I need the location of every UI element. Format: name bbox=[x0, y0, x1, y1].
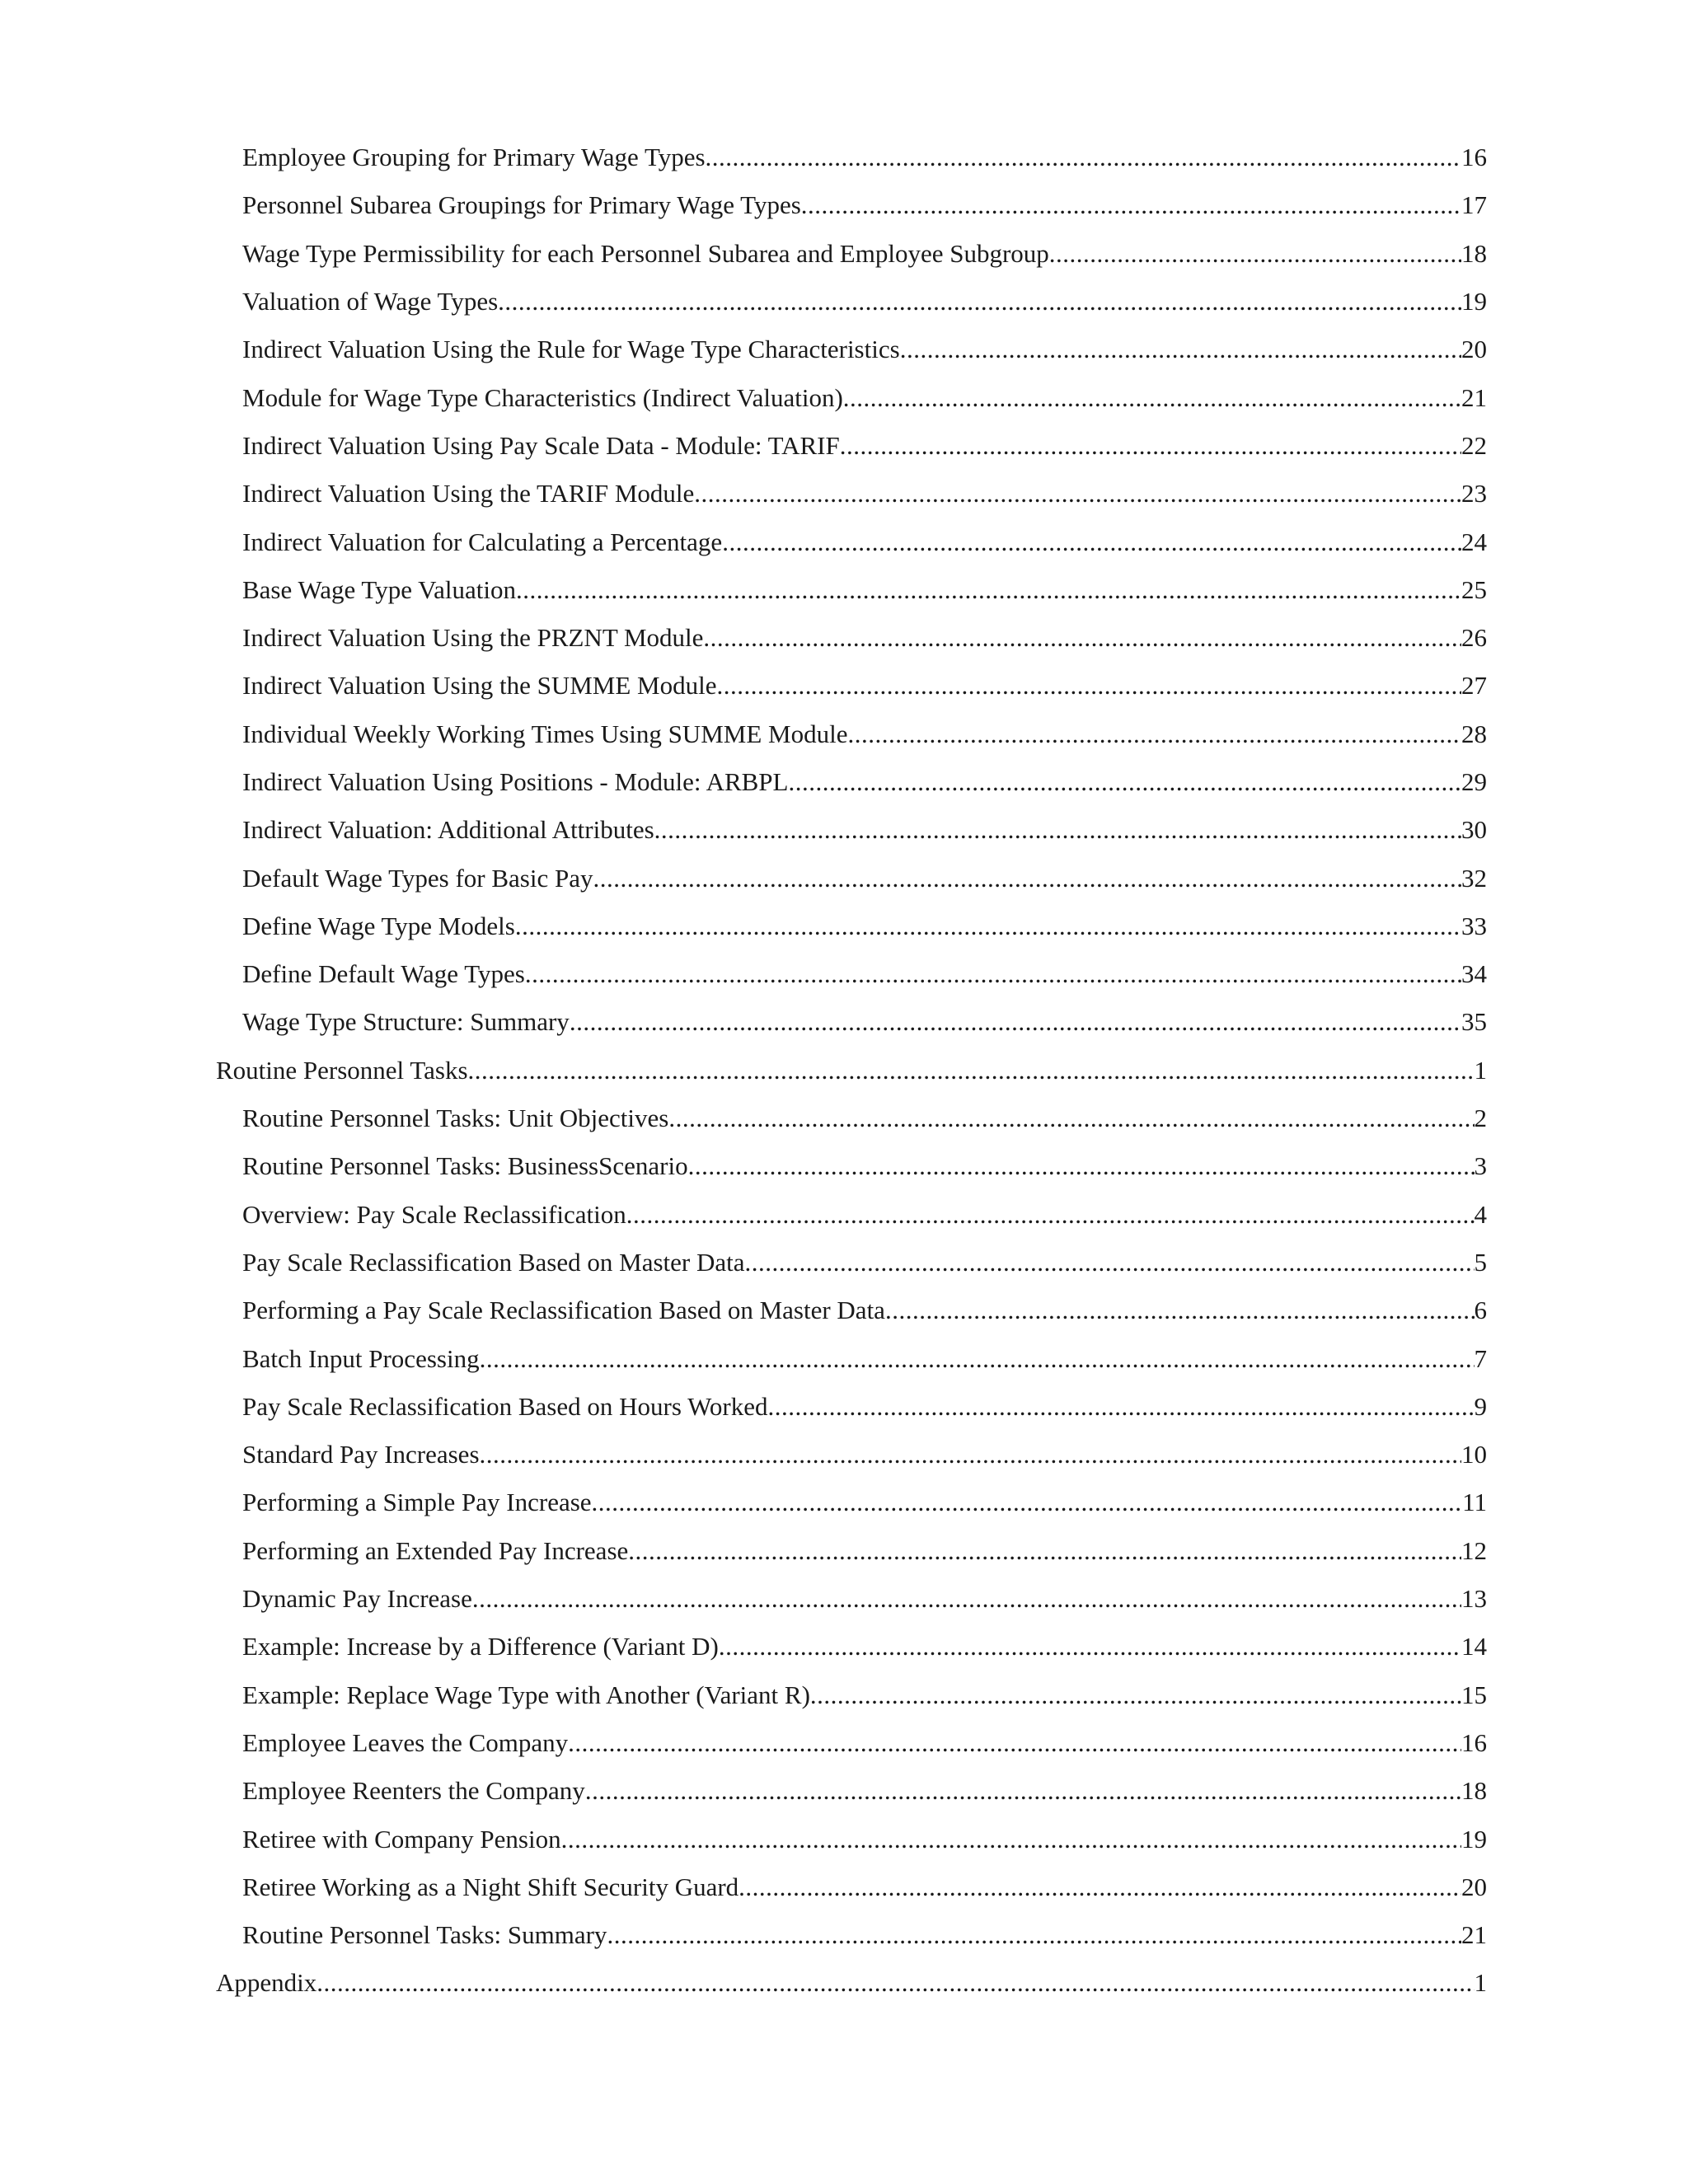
toc-entry-line bbox=[242, 1102, 1487, 1135]
toc-entry-title: Performing an Extended Pay Increase bbox=[242, 1535, 629, 1565]
toc-entry-line bbox=[242, 333, 1487, 366]
dot-leader bbox=[843, 382, 1461, 415]
toc-section-entry[interactable] bbox=[0, 1863, 1688, 1911]
toc-entry-page-number: 23 bbox=[1461, 479, 1487, 509]
toc-entry-title: Indirect Valuation for Calculating a Percentage bbox=[242, 527, 723, 556]
toc-entry-page-number: 25 bbox=[1461, 574, 1487, 604]
toc-entry-page-number: 21 bbox=[1461, 1920, 1487, 1950]
toc-entry-title: Define Default Wage Types bbox=[242, 959, 525, 989]
dot-leader bbox=[668, 1102, 1474, 1135]
toc-entry-line bbox=[242, 1246, 1487, 1279]
toc-section-entry[interactable] bbox=[0, 662, 1688, 710]
toc-chapter-entry[interactable] bbox=[0, 1959, 1688, 2007]
dot-leader bbox=[801, 189, 1461, 222]
toc-entry-title: Overview: Pay Scale Reclassification bbox=[242, 1199, 626, 1229]
toc-entry-page-number: 7 bbox=[1474, 1343, 1487, 1373]
toc-entry-page-number: 27 bbox=[1461, 671, 1487, 701]
dot-leader bbox=[472, 1582, 1461, 1615]
toc-entry-title: Indirect Valuation Using the TARIF Module bbox=[242, 479, 695, 509]
toc-entry-page-number: 22 bbox=[1461, 430, 1487, 460]
toc-entry-line bbox=[242, 1871, 1487, 1904]
toc-section-entry[interactable] bbox=[0, 614, 1688, 662]
toc-entry-page-number: 18 bbox=[1461, 1776, 1487, 1806]
toc-entry-title: Batch Input Processing bbox=[242, 1343, 480, 1373]
toc-entry-title: Routine Personnel Tasks bbox=[216, 1055, 468, 1085]
toc-entry-title: Routine Personnel Tasks: Unit Objectives bbox=[242, 1104, 669, 1133]
dot-leader bbox=[719, 1630, 1461, 1663]
toc-section-entry[interactable] bbox=[0, 1094, 1688, 1142]
toc-entry-page-number: 10 bbox=[1461, 1440, 1487, 1469]
toc-entry-line bbox=[216, 1054, 1487, 1087]
toc-section-entry[interactable] bbox=[0, 1815, 1688, 1863]
toc-entry-page-number: 1 bbox=[1474, 1055, 1487, 1085]
toc-section-entry[interactable] bbox=[0, 1671, 1688, 1719]
toc-entry-page-number: 20 bbox=[1461, 1872, 1487, 1901]
toc-entry-page-number: 16 bbox=[1461, 143, 1487, 172]
toc-section-entry[interactable] bbox=[0, 902, 1688, 950]
toc-entry-page-number: 19 bbox=[1461, 1824, 1487, 1854]
toc-section-entry[interactable] bbox=[0, 1431, 1688, 1479]
dot-leader bbox=[840, 429, 1461, 462]
dot-leader bbox=[525, 958, 1461, 991]
toc-entry-line bbox=[242, 382, 1487, 415]
toc-entry-title: Dynamic Pay Increase bbox=[242, 1584, 472, 1614]
toc-entry-page-number: 30 bbox=[1461, 815, 1487, 845]
dot-leader bbox=[568, 1727, 1461, 1760]
dot-leader bbox=[561, 1823, 1461, 1856]
toc-section-entry[interactable] bbox=[0, 1527, 1688, 1575]
dot-leader bbox=[592, 1486, 1463, 1519]
toc-entry-title: Wage Type Structure: Summary bbox=[242, 1007, 570, 1037]
toc-section-entry[interactable] bbox=[0, 710, 1688, 758]
dot-leader bbox=[628, 1535, 1461, 1568]
toc-entry-title: Wage Type Permissibility for each Personnel Subarea and Employee Subgroup bbox=[242, 238, 1049, 268]
dot-leader bbox=[654, 813, 1461, 846]
toc-entry-page-number: 32 bbox=[1461, 863, 1487, 893]
toc-entry-page-number: 33 bbox=[1461, 911, 1487, 940]
toc-entry-page-number: 1 bbox=[1474, 1968, 1487, 1998]
toc-section-entry[interactable] bbox=[0, 806, 1688, 854]
toc-section-entry[interactable] bbox=[0, 230, 1688, 278]
toc-entry-line bbox=[242, 1343, 1487, 1376]
toc-section-entry[interactable] bbox=[0, 518, 1688, 565]
toc-entry-line bbox=[242, 574, 1487, 607]
toc-entry-title: Personnel Subarea Groupings for Primary Wage Types bbox=[242, 190, 801, 220]
toc-section-entry[interactable] bbox=[0, 470, 1688, 518]
toc-entry-line bbox=[242, 526, 1487, 559]
toc-entry-title: Valuation of Wage Types bbox=[242, 287, 499, 316]
dot-leader bbox=[570, 1005, 1461, 1038]
toc-entry-title: Employee Grouping for Primary Wage Types bbox=[242, 143, 706, 172]
toc-entry-page-number: 6 bbox=[1474, 1296, 1487, 1325]
dot-leader bbox=[585, 1774, 1461, 1807]
toc-entry-title: Appendix bbox=[216, 1968, 317, 1998]
dot-leader bbox=[789, 766, 1462, 799]
toc-entry-title: Employee Leaves the Company bbox=[242, 1727, 569, 1757]
toc-entry-page-number: 9 bbox=[1474, 1391, 1487, 1421]
toc-entry-title: Indirect Valuation Using the Rule for Wage Type Characteristics bbox=[242, 335, 900, 364]
toc-section-entry[interactable] bbox=[0, 1286, 1688, 1334]
toc-entry-line bbox=[242, 1198, 1487, 1231]
dot-leader bbox=[516, 574, 1461, 607]
toc-entry-title: Indirect Valuation Using Pay Scale Data - Module: TARIF bbox=[242, 430, 840, 460]
dot-leader bbox=[593, 862, 1462, 895]
toc-section-entry[interactable] bbox=[0, 1479, 1688, 1526]
toc-entry-line bbox=[242, 1823, 1487, 1856]
dot-leader bbox=[885, 1294, 1475, 1327]
toc-entry-title: Example: Increase by a Difference (Variant D) bbox=[242, 1632, 719, 1661]
toc-section-entry[interactable] bbox=[0, 566, 1688, 614]
toc-section-entry[interactable] bbox=[0, 1191, 1688, 1239]
dot-leader bbox=[738, 1871, 1461, 1904]
toc-entry-title: Standard Pay Increases bbox=[242, 1440, 480, 1469]
toc-entry-line bbox=[242, 958, 1487, 991]
toc-entry-line bbox=[242, 621, 1487, 654]
toc-entry-line bbox=[242, 1774, 1487, 1807]
toc-section-entry[interactable] bbox=[0, 134, 1688, 181]
toc-entry-title: Individual Weekly Working Times Using SUMME Module bbox=[242, 719, 848, 748]
toc-entry-page-number: 18 bbox=[1461, 238, 1487, 268]
toc-entry-page-number: 29 bbox=[1461, 767, 1487, 796]
toc-section-entry[interactable] bbox=[0, 1719, 1688, 1767]
dot-leader bbox=[607, 1919, 1461, 1952]
dot-leader bbox=[716, 669, 1461, 702]
toc-entry-line bbox=[242, 237, 1487, 270]
toc-entry-title: Define Wage Type Models bbox=[242, 911, 515, 940]
toc-section-entry[interactable] bbox=[0, 758, 1688, 806]
dot-leader bbox=[744, 1246, 1474, 1279]
toc-entry-line bbox=[242, 669, 1487, 702]
toc-entry-line bbox=[242, 1438, 1487, 1471]
toc-entry-line bbox=[242, 477, 1487, 510]
toc-entry-title: Performing a Simple Pay Increase bbox=[242, 1488, 592, 1517]
toc-entry-line bbox=[242, 1535, 1487, 1568]
toc-section-entry[interactable] bbox=[0, 950, 1688, 998]
dot-leader bbox=[1049, 237, 1461, 270]
dot-leader bbox=[706, 141, 1461, 174]
toc-entry-title: Pay Scale Reclassification Based on Hours Worked bbox=[242, 1391, 768, 1421]
toc-entry-page-number: 4 bbox=[1474, 1199, 1487, 1229]
dot-leader bbox=[498, 285, 1461, 318]
dot-leader bbox=[688, 1150, 1475, 1183]
toc-entry-title: Indirect Valuation Using the SUMME Module bbox=[242, 671, 717, 701]
toc-entry-line bbox=[242, 1150, 1487, 1183]
toc-entry-title: Example: Replace Wage Type with Another (Variant R) bbox=[242, 1680, 810, 1709]
toc-entry-page-number: 11 bbox=[1462, 1488, 1487, 1517]
toc-entry-line bbox=[242, 285, 1487, 318]
toc-section-entry[interactable] bbox=[0, 1767, 1688, 1815]
toc-entry-line bbox=[242, 910, 1487, 943]
toc-entry-title: Indirect Valuation Using Positions - Module: ARBPL bbox=[242, 767, 789, 796]
dot-leader bbox=[900, 333, 1461, 366]
toc-entry-line bbox=[242, 862, 1487, 895]
toc-entry-page-number: 12 bbox=[1461, 1535, 1487, 1565]
dot-leader bbox=[480, 1343, 1475, 1376]
dot-leader bbox=[703, 621, 1461, 654]
toc-entry-line bbox=[242, 1919, 1487, 1952]
toc-entry-title: Employee Reenters the Company bbox=[242, 1776, 585, 1806]
dot-leader bbox=[722, 526, 1461, 559]
toc-section-entry[interactable] bbox=[0, 854, 1688, 902]
toc-entry-line bbox=[242, 1630, 1487, 1663]
dot-leader bbox=[847, 718, 1461, 751]
toc-entry-line bbox=[242, 1727, 1487, 1760]
toc-entry-page-number: 35 bbox=[1461, 1007, 1487, 1037]
toc-section-entry[interactable] bbox=[0, 998, 1688, 1046]
dot-leader bbox=[767, 1390, 1474, 1423]
dot-leader bbox=[468, 1054, 1475, 1087]
toc-entry-line bbox=[242, 766, 1487, 799]
toc-entry-page-number: 15 bbox=[1461, 1680, 1487, 1709]
toc-entry-page-number: 34 bbox=[1461, 959, 1487, 989]
toc-section-entry[interactable] bbox=[0, 1911, 1688, 1959]
dot-leader bbox=[694, 477, 1461, 510]
toc-section-entry[interactable] bbox=[0, 181, 1688, 229]
toc-entry-title: Routine Personnel Tasks: Summary bbox=[242, 1920, 607, 1950]
toc-entry-page-number: 24 bbox=[1461, 527, 1487, 556]
toc-section-entry[interactable] bbox=[0, 422, 1688, 470]
toc-entry-line bbox=[242, 141, 1487, 174]
dot-leader bbox=[316, 1966, 1474, 1999]
toc-entry-line bbox=[242, 718, 1487, 751]
toc-entry-title: Retiree Working as a Night Shift Security Guard bbox=[242, 1872, 739, 1901]
toc-entry-page-number: 26 bbox=[1461, 623, 1487, 653]
toc-entry-line bbox=[242, 1679, 1487, 1712]
toc-entry-page-number: 19 bbox=[1461, 287, 1487, 316]
toc-entry-page-number: 28 bbox=[1461, 719, 1487, 748]
toc-chapter-entry[interactable] bbox=[0, 1047, 1688, 1094]
toc-entry-line bbox=[242, 189, 1487, 222]
toc-entry-page-number: 17 bbox=[1461, 190, 1487, 220]
toc-entry-page-number: 20 bbox=[1461, 335, 1487, 364]
toc-entry-page-number: 16 bbox=[1461, 1727, 1487, 1757]
toc-entry-line bbox=[242, 1294, 1487, 1327]
toc-entry-line bbox=[242, 1486, 1487, 1519]
toc-entry-page-number: 21 bbox=[1461, 382, 1487, 412]
toc-entry-line bbox=[216, 1966, 1487, 1999]
table-of-contents bbox=[0, 134, 1688, 2008]
toc-entry-title: Default Wage Types for Basic Pay bbox=[242, 863, 593, 893]
toc-entry-line bbox=[242, 1390, 1487, 1423]
toc-entry-line bbox=[242, 429, 1487, 462]
toc-entry-line bbox=[242, 1005, 1487, 1038]
toc-section-entry[interactable] bbox=[0, 1142, 1688, 1190]
toc-entry-page-number: 2 bbox=[1474, 1104, 1487, 1133]
toc-entry-line bbox=[242, 1582, 1487, 1615]
toc-entry-title: Module for Wage Type Characteristics (Indirect Valuation) bbox=[242, 382, 843, 412]
toc-section-entry[interactable] bbox=[0, 373, 1688, 421]
dot-leader bbox=[626, 1198, 1475, 1231]
toc-entry-page-number: 3 bbox=[1474, 1151, 1487, 1181]
toc-entry-title: Indirect Valuation Using the PRZNT Module bbox=[242, 623, 704, 653]
toc-section-entry[interactable] bbox=[0, 1334, 1688, 1382]
dot-leader bbox=[810, 1679, 1461, 1712]
toc-entry-title: Routine Personnel Tasks: BusinessScenario bbox=[242, 1151, 688, 1181]
toc-section-entry[interactable] bbox=[0, 1383, 1688, 1431]
toc-entry-page-number: 14 bbox=[1461, 1632, 1487, 1661]
toc-entry-title: Performing a Pay Scale Reclassification Based on Master Data bbox=[242, 1296, 885, 1325]
dot-leader bbox=[515, 910, 1461, 943]
toc-section-entry[interactable] bbox=[0, 1623, 1688, 1671]
toc-section-entry[interactable] bbox=[0, 326, 1688, 373]
toc-section-entry[interactable] bbox=[0, 278, 1688, 326]
toc-entry-title: Retiree with Company Pension bbox=[242, 1824, 561, 1854]
toc-section-entry[interactable] bbox=[0, 1239, 1688, 1286]
toc-entry-title: Base Wage Type Valuation bbox=[242, 574, 516, 604]
toc-entry-page-number: 13 bbox=[1461, 1584, 1487, 1614]
dot-leader bbox=[480, 1438, 1461, 1471]
toc-entry-title: Indirect Valuation: Additional Attributes bbox=[242, 815, 654, 845]
toc-section-entry[interactable] bbox=[0, 1575, 1688, 1623]
toc-entry-page-number: 5 bbox=[1474, 1247, 1487, 1277]
toc-entry-line bbox=[242, 813, 1487, 846]
toc-entry-title: Pay Scale Reclassification Based on Master Data bbox=[242, 1247, 745, 1277]
